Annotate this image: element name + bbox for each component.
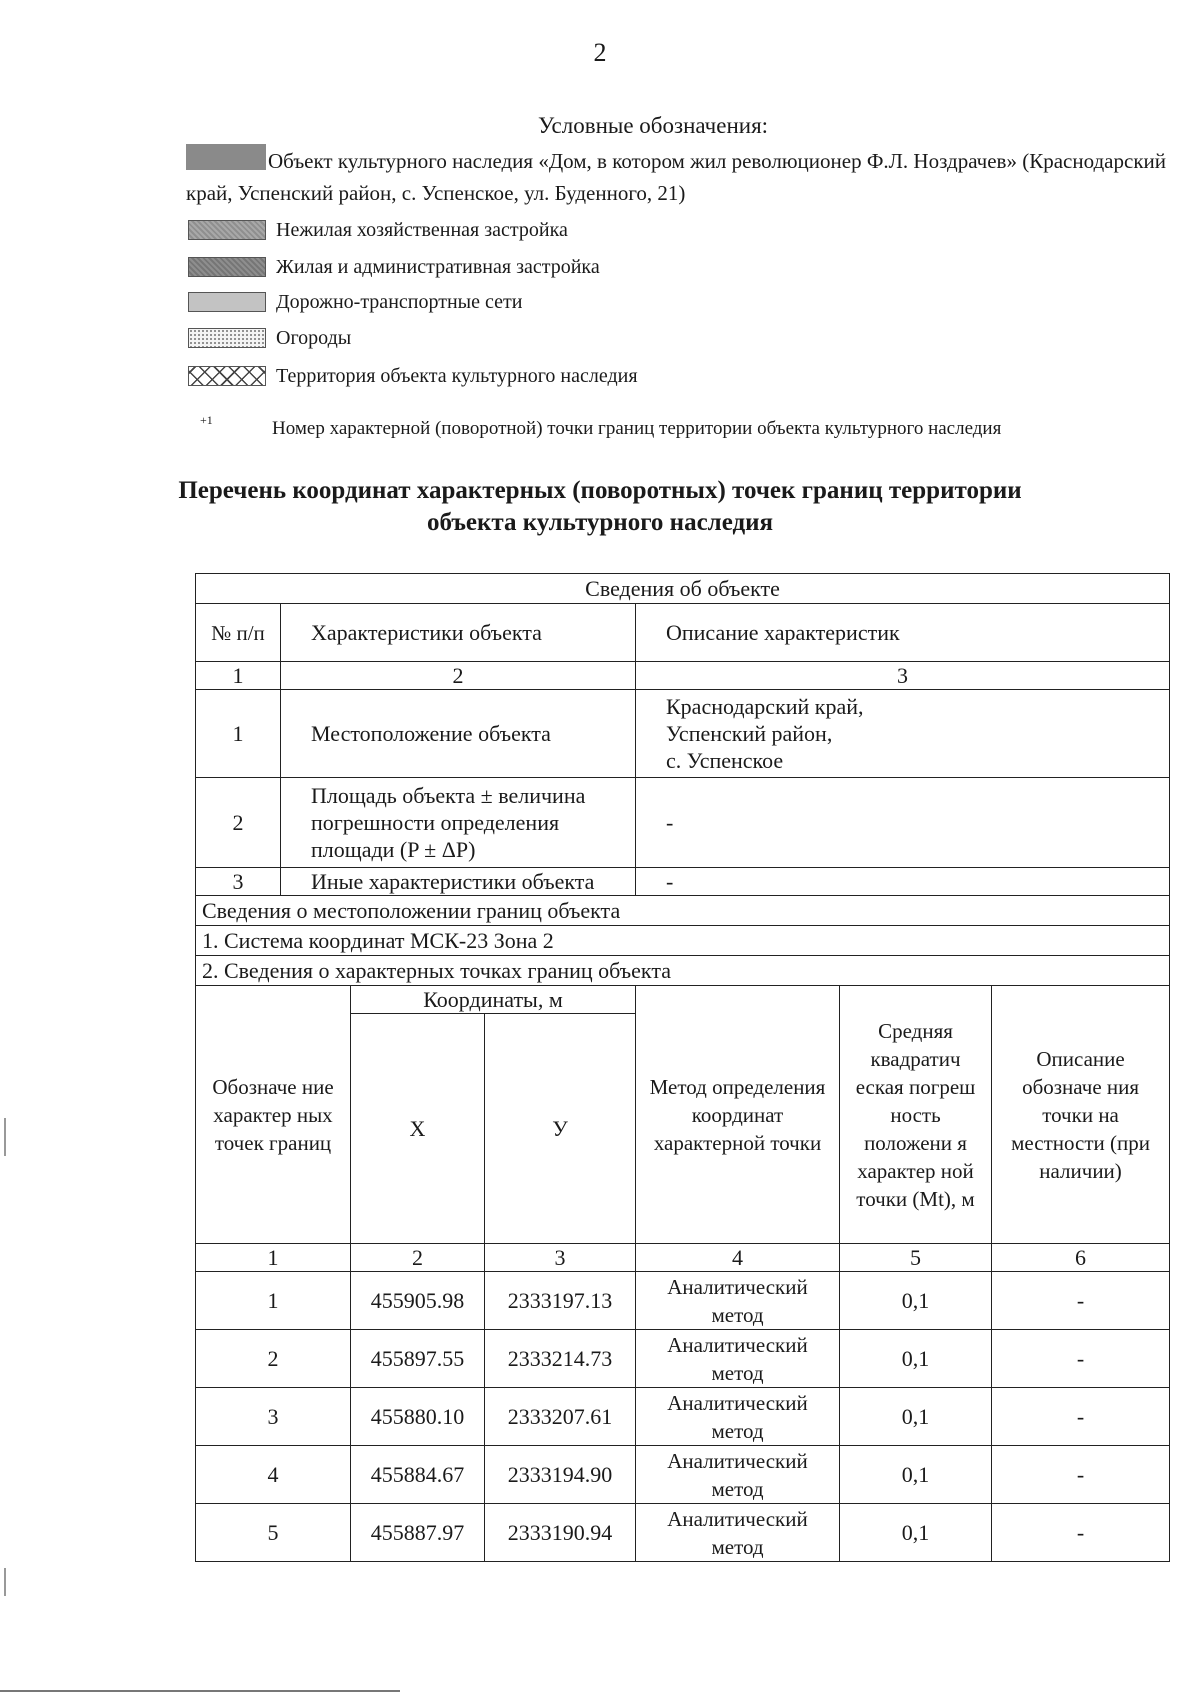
coord-x: 455897.55	[351, 1330, 485, 1388]
point-description: -	[992, 1446, 1170, 1504]
mean-error: 0,1	[840, 1446, 992, 1504]
mean-error: 0,1	[840, 1330, 992, 1388]
description-line: Успенский район,	[666, 721, 833, 746]
point-number: 5	[196, 1504, 351, 1562]
nonresidential-swatch	[188, 220, 266, 240]
mean-error: 0,1	[840, 1388, 992, 1446]
coordinates-table-wrapper	[195, 573, 1169, 1562]
coord-x: 455905.98	[351, 1272, 485, 1330]
point-description: -	[992, 1330, 1170, 1388]
row-characteristic: Местоположение объекта	[281, 690, 636, 778]
method: Аналитический метод	[636, 1272, 840, 1330]
index-cell: 3	[636, 662, 1170, 690]
legend-heritage-object	[186, 144, 1166, 209]
point-number: 2	[196, 1330, 351, 1388]
legend-item-territory	[188, 364, 638, 388]
coord-y: 2333207.61	[485, 1388, 636, 1446]
table-row	[196, 1330, 1170, 1388]
scan-bottom-line	[0, 1690, 400, 1692]
col-header-number: № п/п	[196, 604, 281, 662]
coord-y: 2333197.13	[485, 1272, 636, 1330]
legend-heritage-label: Объект культурного наследия «Дом, в котором жил революционер Ф.Л. Ноздрачев» (Краснодарский край, Успенский район, с. Успенское, ул. Буденного, 21)	[186, 149, 1166, 205]
mean-error: 0,1	[840, 1504, 992, 1562]
residential-swatch	[188, 257, 266, 277]
table-row	[196, 868, 1170, 896]
point-number: 4	[196, 1446, 351, 1504]
page-number: 2	[593, 38, 607, 67]
legend-item-roads	[188, 290, 522, 314]
table-row	[196, 690, 1170, 778]
col-header-characteristics: Характеристики объекта	[281, 604, 636, 662]
legend-point-label: Номер характерной (поворотной) точки границ территории объекта культурного наследия	[272, 418, 1002, 439]
mean-error: 0,1	[840, 1272, 992, 1330]
legend-heritage-text	[186, 144, 1166, 209]
method: Аналитический метод	[636, 1504, 840, 1562]
table-row	[196, 1504, 1170, 1562]
method: Аналитический метод	[636, 1330, 840, 1388]
location-header: Сведения о местоположении границ объекта	[196, 896, 1170, 926]
object-info-header: Сведения об объекте	[196, 574, 1170, 604]
gardens-swatch	[188, 328, 266, 348]
index-cell: 1	[196, 662, 281, 690]
page-title	[150, 475, 1050, 539]
coord-x: 455884.67	[351, 1446, 485, 1504]
scan-margin-mark	[4, 1568, 6, 1596]
col-header-method: Метод определения координат характерной точки	[636, 986, 840, 1244]
method: Аналитический метод	[636, 1446, 840, 1504]
coord-y: 2333214.73	[485, 1330, 636, 1388]
table-row	[196, 1388, 1170, 1446]
row-number: 1	[196, 690, 281, 778]
legend-item-gardens	[188, 326, 351, 350]
col-header-x: X	[351, 1014, 485, 1244]
coord-y: 2333190.94	[485, 1504, 636, 1562]
method: Аналитический метод	[636, 1388, 840, 1446]
heritage-object-swatch	[186, 144, 266, 170]
row-description	[636, 690, 1170, 778]
coordinate-system: 1. Система координат МСК-23 Зона 2	[196, 926, 1170, 956]
scan-margin-mark	[4, 1118, 6, 1156]
page-title-line2: объекта культурного наследия	[426, 509, 774, 536]
col-header-point-description: Описание обозначе ния точки на местности (при наличии)	[992, 986, 1170, 1244]
legend-item-nonresidential	[188, 218, 568, 242]
legend-point-marker	[200, 413, 1002, 440]
territory-swatch	[188, 366, 266, 386]
index-cell: 3	[485, 1244, 636, 1272]
legend-item-label: Территория объекта культурного наследия	[276, 364, 638, 387]
index-cell: 6	[992, 1244, 1170, 1272]
coord-x: 455880.10	[351, 1388, 485, 1446]
point-number: 1	[196, 1272, 351, 1330]
legend-item-label: Огороды	[276, 326, 352, 349]
col-header-y: У	[485, 1014, 636, 1244]
row-characteristic: Площадь объекта ± величина погрешности определения площади (P ± ΔP)	[281, 778, 636, 868]
description-line: Краснодарский край,	[666, 694, 864, 719]
points-header: 2. Сведения о характерных точках границ объекта	[196, 956, 1170, 986]
row-description: -	[636, 778, 1170, 868]
col-header-description: Описание характеристик	[636, 604, 1170, 662]
row-description: -	[636, 868, 1170, 896]
table-row	[196, 1446, 1170, 1504]
legend-item-residential	[188, 255, 600, 279]
col-header-mean-error: Средняя квадратич еская погреш ность положени я характер ной точки (Mt), м	[840, 986, 992, 1244]
point-description: -	[992, 1272, 1170, 1330]
page-title-line1: Перечень координат характерных (поворотных) точек границ территории	[178, 477, 1022, 504]
col-header-coordinates: Координаты, м	[351, 986, 636, 1014]
index-cell: 5	[840, 1244, 992, 1272]
table-row	[196, 1272, 1170, 1330]
object-info-table	[195, 573, 1170, 1562]
table-row	[196, 778, 1170, 868]
point-marker-icon: +1	[200, 413, 213, 427]
index-cell: 2	[351, 1244, 485, 1272]
row-number: 2	[196, 778, 281, 868]
row-characteristic: Иные характеристики объекта	[281, 868, 636, 896]
legend-title: Условные обозначения:	[538, 113, 769, 138]
point-description: -	[992, 1504, 1170, 1562]
legend-item-label: Жилая и административная застройка	[276, 255, 600, 278]
coord-y: 2333194.90	[485, 1446, 636, 1504]
point-description: -	[992, 1388, 1170, 1446]
index-cell: 2	[281, 662, 636, 690]
index-cell: 1	[196, 1244, 351, 1272]
legend-item-label: Нежилая хозяйственная застройка	[276, 218, 568, 241]
index-cell: 4	[636, 1244, 840, 1272]
col-header-designation: Обозначе ние характер ных точек границ	[196, 986, 351, 1244]
coord-x: 455887.97	[351, 1504, 485, 1562]
roads-swatch	[188, 292, 266, 312]
description-line: с. Успенское	[666, 748, 784, 773]
point-number: 3	[196, 1388, 351, 1446]
row-number: 3	[196, 868, 281, 896]
legend-item-label: Дорожно-транспортные сети	[276, 290, 523, 313]
